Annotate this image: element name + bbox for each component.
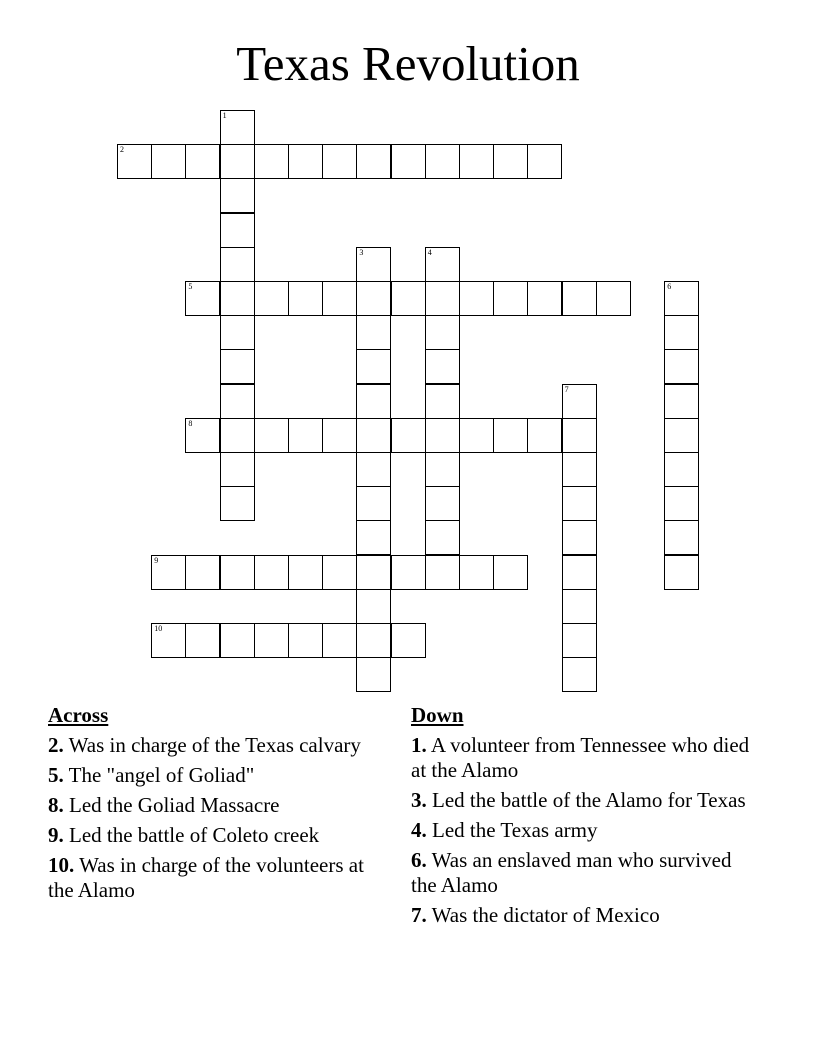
grid-cell[interactable] (664, 486, 699, 521)
grid-cell[interactable] (562, 281, 597, 316)
grid-cell[interactable] (220, 110, 255, 145)
grid-cell[interactable] (425, 247, 460, 282)
grid-cell[interactable] (220, 452, 255, 487)
grid-cell[interactable] (151, 144, 186, 179)
grid-cell[interactable] (220, 144, 255, 179)
grid-cell[interactable] (425, 452, 460, 487)
grid-cell[interactable] (220, 213, 255, 248)
grid-cell[interactable] (185, 418, 220, 453)
grid-cell[interactable] (322, 555, 357, 590)
grid-cell[interactable] (459, 555, 494, 590)
grid-cell[interactable] (254, 418, 289, 453)
clue-number: 9. (48, 823, 64, 847)
grid-cell[interactable] (356, 349, 391, 384)
grid-cell[interactable] (288, 281, 323, 316)
across-clues (48, 703, 368, 908)
down-clue (411, 788, 751, 813)
cell-number: 5 (188, 282, 193, 291)
grid-cell[interactable] (664, 452, 699, 487)
grid-cell[interactable] (459, 418, 494, 453)
grid-cell[interactable] (356, 384, 391, 419)
grid-cell[interactable] (220, 418, 255, 453)
grid-cell[interactable] (425, 144, 460, 179)
grid-cell[interactable] (322, 623, 357, 658)
clue-number: 10. (48, 853, 75, 877)
cell-number: 9 (154, 555, 159, 565)
across-clue (48, 793, 368, 818)
grid-cell[interactable] (356, 418, 391, 453)
clue-text: Led the battle of the Alamo for Texas (432, 788, 746, 812)
grid-cell[interactable] (562, 623, 597, 658)
clue-number: 5. (48, 763, 64, 787)
cell-number: 8 (188, 418, 193, 428)
grid-cell[interactable] (562, 486, 597, 521)
down-clue (411, 818, 751, 843)
grid-cell[interactable] (664, 555, 699, 590)
grid-cell[interactable] (220, 555, 255, 590)
grid-cell[interactable] (391, 418, 426, 453)
grid-cell[interactable] (220, 247, 255, 282)
grid-cell[interactable] (493, 144, 528, 179)
grid-cell[interactable] (356, 623, 391, 658)
clue-text: Led the Texas army (432, 818, 598, 842)
grid-cell[interactable] (322, 144, 357, 179)
grid-cell[interactable] (459, 281, 494, 316)
clue-number: 7. (411, 903, 427, 927)
grid-cell[interactable] (527, 418, 562, 453)
grid-cell[interactable] (322, 281, 357, 316)
grid-cell[interactable] (527, 144, 562, 179)
clue-number: 3. (411, 788, 427, 812)
grid-cell[interactable] (356, 247, 391, 282)
clue-text: Led the battle of Coleto creek (69, 823, 320, 847)
grid-cell[interactable] (527, 281, 562, 316)
grid-cell[interactable] (220, 315, 255, 350)
grid-cell[interactable] (356, 555, 391, 590)
grid-cell[interactable] (356, 520, 391, 555)
grid-cell[interactable] (664, 418, 699, 453)
grid-cell[interactable] (664, 281, 699, 316)
grid-cell[interactable] (254, 144, 289, 179)
puzzle-title: Texas Revolution (236, 36, 580, 91)
grid-cell[interactable] (664, 384, 699, 419)
grid-cell[interactable] (220, 623, 255, 658)
clue-number: 4. (411, 818, 427, 842)
grid-cell[interactable] (185, 555, 220, 590)
grid-cell[interactable] (356, 144, 391, 179)
grid-cell[interactable] (425, 520, 460, 555)
grid-cell[interactable] (356, 452, 391, 487)
grid-cell[interactable] (664, 349, 699, 384)
grid-cell[interactable] (322, 418, 357, 453)
grid-cell[interactable] (254, 281, 289, 316)
cell-number: 7 (564, 384, 569, 394)
clue-text: Was an enslaved man who survived the Alamo (411, 848, 732, 897)
grid-cell[interactable] (425, 281, 460, 316)
clue-number: 2. (48, 733, 64, 757)
grid-cell[interactable] (220, 486, 255, 521)
grid-cell[interactable] (391, 281, 426, 316)
down-heading: Down (411, 703, 464, 727)
grid-cell[interactable] (288, 418, 323, 453)
grid-cell[interactable] (220, 178, 255, 213)
grid-cell[interactable] (288, 623, 323, 658)
grid-cell[interactable] (151, 555, 186, 590)
grid-cell[interactable] (185, 623, 220, 658)
grid-cell[interactable] (425, 315, 460, 350)
clue-text: Was in charge of the Texas calvary (68, 733, 361, 757)
clue-number: 1. (411, 733, 427, 757)
grid-cell[interactable] (425, 384, 460, 419)
cell-number: 2 (120, 145, 124, 155)
clue-text: The "angel of Goliad" (68, 763, 255, 787)
grid-cell[interactable] (425, 555, 460, 590)
grid-cell[interactable] (356, 589, 391, 624)
cell-number: 6 (667, 282, 672, 291)
grid-cell[interactable] (220, 384, 255, 419)
grid-cell[interactable] (425, 349, 460, 384)
grid-cell[interactable] (356, 281, 391, 316)
grid-cell[interactable] (493, 418, 528, 453)
grid-cell[interactable] (562, 418, 597, 453)
grid-cell[interactable] (151, 623, 186, 658)
grid-cell[interactable] (562, 555, 597, 590)
grid-cell[interactable] (220, 349, 255, 384)
cell-number: 4 (427, 247, 432, 257)
grid-cell[interactable] (664, 520, 699, 555)
grid-cell[interactable] (288, 144, 323, 179)
clue-text: Led the Goliad Massacre (69, 793, 280, 817)
grid-cell[interactable] (562, 657, 597, 692)
across-clue (48, 763, 368, 788)
clue-text: Was the dictator of Mexico (431, 903, 660, 927)
grid-cell[interactable] (425, 486, 460, 521)
across-clue (48, 853, 368, 903)
grid-cell[interactable] (391, 555, 426, 590)
grid-cell[interactable] (356, 315, 391, 350)
cell-number: 3 (359, 247, 364, 257)
grid-cell[interactable] (391, 623, 426, 658)
cell-number: 10 (154, 624, 163, 633)
across-clue (48, 823, 368, 848)
down-clues (411, 703, 751, 933)
grid-cell[interactable] (562, 589, 597, 624)
down-clue (411, 903, 751, 928)
grid-cell[interactable] (185, 281, 220, 316)
grid-cell[interactable] (493, 555, 528, 590)
clue-text: A volunteer from Tennessee who died at the Alamo (411, 733, 750, 782)
grid-cell[interactable] (459, 144, 494, 179)
clue-number: 8. (48, 793, 64, 817)
clue-text: Was in charge of the volunteers at the Alamo (48, 853, 364, 902)
clue-number: 6. (411, 848, 427, 872)
across-heading: Across (48, 703, 109, 727)
grid-cell[interactable] (117, 144, 152, 179)
grid-cell[interactable] (356, 657, 391, 692)
grid-cell[interactable] (254, 555, 289, 590)
grid-cell[interactable] (596, 281, 631, 316)
grid-cell[interactable] (562, 452, 597, 487)
grid-cell[interactable] (254, 623, 289, 658)
grid-cell[interactable] (185, 144, 220, 179)
grid-cell[interactable] (562, 520, 597, 555)
grid-cell[interactable] (425, 418, 460, 453)
grid-cell[interactable] (391, 144, 426, 179)
cell-number: 1 (222, 111, 227, 120)
grid-cell[interactable] (288, 555, 323, 590)
grid-cell[interactable] (220, 281, 255, 316)
grid-cell[interactable] (562, 384, 597, 419)
grid-cell[interactable] (493, 281, 528, 316)
grid-cell[interactable] (664, 315, 699, 350)
grid-cell[interactable] (356, 486, 391, 521)
across-clue (48, 733, 368, 758)
down-clue (411, 848, 751, 898)
down-clue (411, 733, 751, 783)
